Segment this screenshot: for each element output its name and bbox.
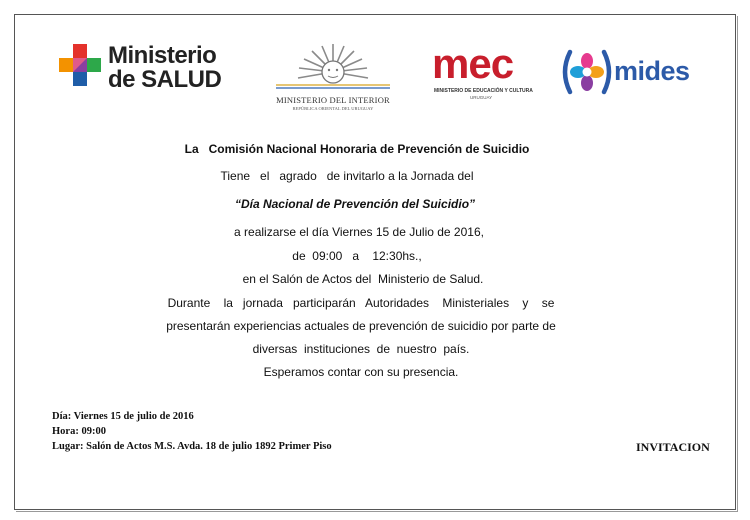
invitation-line-7: Durante la jornada participarán Autoridades Ministeriales y se bbox=[167, 296, 555, 310]
mec-wordmark: mec bbox=[432, 40, 514, 87]
invitation-line-4: a realizarse el día Viernes 15 de Julio de 2016, bbox=[234, 225, 484, 239]
ministerio-del-interior-logo bbox=[262, 36, 404, 116]
invitation-time: de 09:00 a 12:30hs., bbox=[292, 249, 422, 263]
invitation-closing: Esperamos contar con su presencia. bbox=[263, 365, 459, 379]
salud-logo-line1: Ministerio bbox=[108, 42, 217, 69]
detail-day: Día: Viernes 15 de julio de 2016 bbox=[52, 411, 194, 422]
mides-logo bbox=[560, 46, 690, 98]
invitation-line-9: diversas instituciones de nuestro país. bbox=[252, 342, 470, 356]
ministerio-de-salud-logo bbox=[58, 42, 238, 102]
interior-logo-name: MINISTERIO DEL INTERIOR bbox=[276, 95, 390, 105]
sun-emblem-icon bbox=[262, 36, 404, 96]
detail-place: Lugar: Salón de Actos M.S. Avda. 18 de julio 1892 Primer Piso bbox=[52, 441, 332, 452]
invitation-venue: en el Salón de Actos del Ministerio de Salud. bbox=[242, 272, 484, 286]
mec-logo-country: URUGUAY bbox=[470, 95, 493, 100]
mec-logo-name: MINISTERIO DE EDUCACIÓN Y CULTURA bbox=[434, 88, 533, 94]
detail-time: Hora: 09:00 bbox=[52, 426, 106, 437]
invitation-heading: La Comisión Nacional Honoraria de Prevención de Suicidio bbox=[184, 142, 530, 156]
event-title: “Día Nacional de Prevención del Suicidio” bbox=[234, 197, 476, 211]
mides-wordmark: mides bbox=[614, 56, 690, 86]
mec-logo bbox=[424, 40, 546, 100]
invitation-line-2: Tiene el agrado de invitarlo a la Jornada del bbox=[220, 169, 474, 183]
interior-logo-subtitle: REPÚBLICA ORIENTAL DEL URUGUAY bbox=[292, 106, 374, 111]
invitation-line-8: presentarán experiencias actuales de prevención de suicidio por parte de bbox=[166, 319, 556, 333]
invitation-label: INVITACION bbox=[636, 440, 710, 454]
salud-logo-line2: de SALUD bbox=[108, 66, 222, 93]
logo-strip bbox=[0, 0, 750, 120]
mides-flower-icon bbox=[560, 46, 614, 98]
event-details bbox=[52, 409, 332, 454]
health-cross-icon bbox=[58, 42, 104, 92]
